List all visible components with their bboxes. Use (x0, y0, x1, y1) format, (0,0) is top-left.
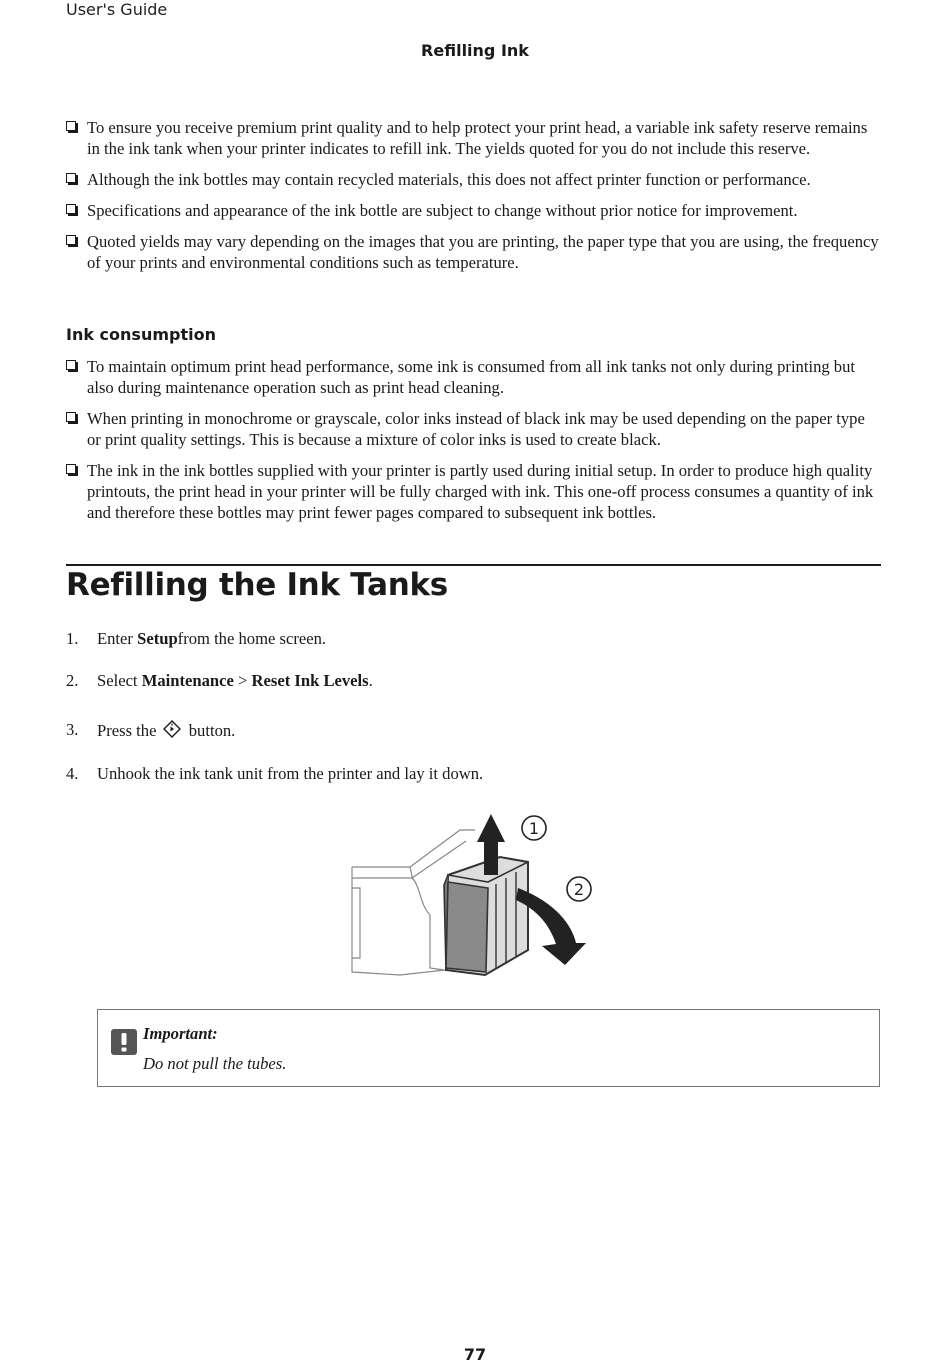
ink-consumption-heading: Ink consumption (66, 325, 216, 344)
step-text: Select Maintenance > Reset Ink Levels. (97, 671, 373, 690)
section-title: Refilling Ink (421, 41, 529, 60)
step-number: 4. (66, 764, 79, 783)
chapter-title: Refilling the Ink Tanks (66, 567, 448, 603)
maintenance-label: Maintenance (141, 671, 234, 690)
checkbox-bullet-icon (66, 412, 76, 422)
chapter-rule (66, 564, 881, 566)
step-number: 3. (66, 720, 79, 739)
reset-ink-levels-label: Reset Ink Levels (251, 671, 369, 690)
step-number: 2. (66, 671, 79, 690)
list-item (66, 117, 881, 159)
note-text: Specifications and appearance of the ink bottle are subject to change without prior notice for improvement. (87, 201, 798, 220)
checkbox-bullet-icon (66, 121, 76, 131)
important-text: Do not pull the tubes. (143, 1054, 287, 1073)
item-text: To maintain optimum print head performance, some ink is consumed from all ink tanks not only during printing but also during maintenance operation such as print head cleaning. (87, 357, 856, 397)
exclamation-icon (111, 1029, 137, 1055)
step-2 (66, 671, 881, 693)
item-text: The ink in the ink bottles supplied with your printer is partly used during initial setup. In order to produce high quality printouts, the print head in your printer will be fully charged with ink. This one-off process consumes a quantity of ink and therefore these bottles may print fewer pages compared to subsequent ink bottles. (87, 461, 874, 522)
note-text: Quoted yields may vary depending on the images that you are printing, the paper type that you are using, the frequency of your prints and environmental conditions such as temperature. (87, 232, 879, 272)
note-text: Although the ink bottles may contain recycled materials, this does not affect printer function or performance. (87, 170, 811, 189)
important-note (97, 1009, 880, 1087)
important-label: Important: (143, 1024, 218, 1043)
step-3 (66, 720, 881, 742)
checkbox-bullet-icon (66, 464, 76, 474)
checkbox-bullet-icon (66, 204, 76, 214)
notes-list (66, 117, 881, 283)
checkbox-bullet-icon (66, 173, 76, 183)
checkbox-bullet-icon (66, 235, 76, 245)
list-item (66, 200, 881, 221)
step-text: Press the button. (97, 721, 236, 740)
list-item (66, 169, 881, 190)
callout-1: 1 (528, 819, 540, 838)
setup-label: Setup (137, 629, 178, 648)
ink-tank-drawing (350, 810, 600, 985)
step-1 (66, 629, 881, 651)
list-item (66, 231, 881, 273)
step-text: Enter Setupfrom the home screen. (97, 629, 327, 648)
list-item (66, 356, 881, 398)
checkbox-bullet-icon (66, 360, 76, 370)
note-text: To ensure you receive premium print quality and to help protect your print head, a variable ink safety reserve remains in the ink tank when your printer indicates to refill ink. The yields quoted for you do not include this reserve. (87, 118, 868, 158)
page-number: 77 (463, 1345, 487, 1364)
callout-2: 2 (573, 880, 585, 899)
step-text: Unhook the ink tank unit from the printer and lay it down. (97, 764, 484, 783)
list-item (66, 408, 881, 450)
running-head: User's Guide (66, 0, 168, 19)
start-button-icon (163, 720, 181, 738)
ink-tank-illustration (350, 810, 600, 985)
step-number: 1. (66, 629, 79, 648)
list-item (66, 460, 881, 523)
ink-consumption-list (66, 356, 881, 533)
step-4 (66, 764, 881, 786)
item-text: When printing in monochrome or grayscale, color inks instead of black ink may be used depending on the paper type or print quality settings. This is because a mixture of color inks is used to create black. (87, 409, 865, 449)
